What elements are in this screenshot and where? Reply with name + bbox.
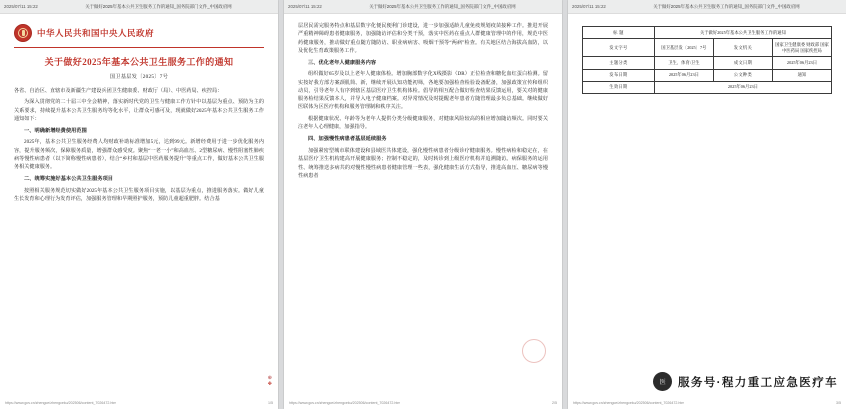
page-3-content xyxy=(568,14,846,409)
table-row xyxy=(583,81,832,93)
table-row xyxy=(583,39,832,57)
annotation-mark-primary: ⊕ xyxy=(267,376,272,381)
meta-value: 国卫基层发〔2025〕7号 xyxy=(654,39,713,57)
watermark-text: 服务号·程力重工应急医疗车 xyxy=(677,376,838,389)
browser-bar-page-2 xyxy=(284,0,562,14)
seal-mark xyxy=(522,339,546,363)
paragraph: 为深入贯彻党的二十届三中全会精神，落实新时代党的卫生与健康工作方针中以基层为重点、预防为主的关系要求，持续提升基本公共卫生服务均等化水平，让群众可感可及，现就做好2025年基本公共卫生服务工作通知如下： xyxy=(14,99,264,122)
paragraph: 根据健康状况、年龄等为老年人提供分类分级健康服务，对健康风险较高的相应增加随访频次。同时要关注老年人心理健康，加强指导。 xyxy=(298,116,548,131)
meta-value: 2025年06月23日 xyxy=(654,81,831,93)
footer-url: https://www.gov.cn/zhengce/zhengceku/202506/content_7026472.htm xyxy=(573,400,685,405)
meta-label: 公文种类 xyxy=(713,69,772,81)
paragraph: 组织做好65岁及以上老年人健康体检。增加胸部数字化X线摄影（DR）正位检查和糖化血红蛋白检测。留实按好我方部方案颈肌简、新，继续开展认知功能初筛，各地要加强检查检验设备配备，加强政策宣传和组织动员，引导老年人有序到辖区基层医疗卫生机构体检。倡导的相互配合做好检查结果反馈运用，要关对的健康服务检结果反馈本人，并导入电子健康档案。对异常情况及时提醒老年患者方随管理最多负总基础。继续做好医联体为区医疗机构和服务管理制和秩序关注。 xyxy=(298,71,548,111)
browser-bar-page-1 xyxy=(0,0,278,14)
meta-label: 发文机关 xyxy=(713,39,772,57)
section-heading: 三、优化老年人健康服务内容 xyxy=(308,59,377,66)
meta-value: 通知 xyxy=(772,69,831,81)
browser-time-3: 2025/07/11 15:22 xyxy=(572,4,606,9)
footer-url: https://www.gov.cn/zhengce/zhengceku/202506/content_7026472.htm xyxy=(5,400,117,405)
footer-page-number: 1/5 xyxy=(268,400,273,405)
annotation-mark-secondary: ✥ xyxy=(267,381,272,387)
browser-bar-page-3 xyxy=(568,0,846,14)
page-title: 关于做好2025年基本公共卫生服务工作的通知 xyxy=(44,57,234,67)
page-footer-3 xyxy=(568,396,846,409)
table-row xyxy=(583,69,832,81)
section-heading: 四、加强慢性病患者基层延续服务 xyxy=(308,136,387,143)
page-2-body xyxy=(298,22,548,180)
document-page-1[interactable] xyxy=(0,0,278,409)
gov-site-name: 中华人民共和国中央人民政府 xyxy=(37,28,155,38)
annotation-marks-1 xyxy=(268,376,272,387)
meta-label: 成文日期 xyxy=(713,57,772,69)
meta-value: 2025年06月23日 xyxy=(772,57,831,69)
table-row xyxy=(583,27,832,39)
document-page-3[interactable] xyxy=(568,0,846,409)
table-row xyxy=(583,57,832,69)
meta-value: 卫生、体育\卫生 xyxy=(654,57,713,69)
meta-label: 发文字号 xyxy=(583,39,655,57)
browser-time-2: 2025/07/11 15:22 xyxy=(288,4,322,9)
footer-page-number: 3/5 xyxy=(836,400,841,405)
document-metadata-table xyxy=(582,26,832,94)
browser-tab-title-2: 关于做好2025年基本公共卫生服务工作的通知_国务院部门文件_中国政府网 xyxy=(369,3,516,9)
gov-header xyxy=(14,22,264,47)
meta-label: 标 题 xyxy=(583,27,655,39)
watermark-logo-icon: 医 xyxy=(653,372,672,391)
browser-time-1: 2025/07/11 15:22 xyxy=(4,4,38,9)
paragraph: 加强紧密型城市联体建设和县域医共体建设，强化慢性病患者分级诊疗健康服务。慢性病检和稳定在，在基层医疗卫生机构建高开展健康服务；控制不稳定的，及时转诊到上级医疗机构并追溯随访。病保服务的运用性、统筹推送多病共的对慢性慢性病患者健康管理一些表，强化健康生活方式指导，推进高血压、糖尿病等慢性病患者 xyxy=(298,148,548,179)
meta-value: 关于做好2025年基本公共卫生服务工作的通知 xyxy=(654,27,831,39)
browser-tab-title-1: 关于做好2025年基本公共卫生服务工作的通知_国务院部门文件_中国政府网 xyxy=(85,3,232,9)
meta-value: 国家卫生健康委 财政部 国家中医药局 国家疾控局 xyxy=(772,39,831,57)
section-heading: 二、统筹实施好基本公共卫生服务项目 xyxy=(24,175,114,182)
meta-label: 主题分类 xyxy=(583,57,655,69)
section-heading: 一、明确新增经费使用范围 xyxy=(24,127,87,134)
doc-number: 国卫基层发〔2025〕7号 xyxy=(109,73,169,80)
page-2-content xyxy=(284,14,562,409)
page-1-content xyxy=(0,14,278,409)
footer-page-number: 2/5 xyxy=(552,400,557,405)
paragraph: 2025年，基本公共卫生服务经费人均财政补助标准增加5元，达到99元。新增经费用于进一步优化服务内容，提升服务频次，保障服务质量，增强群众感受度。聚焦“一老一小”和高血压、2型糖尿病、慢性阻塞性肺疾病等慢性病患者（以下简称慢性病患者），结合“乡村和基层中医药服务提升”等重点工作，做好基本公共卫生服务相关健康服务。 xyxy=(14,139,264,171)
paragraph: 各省、自治区、直辖市及新疆生产建设兵团卫生健康委、财政厅（局）、中医药局、疾控局： xyxy=(14,87,223,94)
header-divider xyxy=(14,47,264,48)
paragraph: 层居民需完服务特点和基层数字化便民便利门诊建设，进一步加强适龄儿童免疫规划疫苗接种工作。推进开展严重精神障碍患者健康服务，加强随访评估和分类干预，落实中医药在重点人群健康管理中的作用，规范中医药健康服务，推动做好重点随方随防访、职业病病害、吸烟干预等“两病”检查。有关地区结合海拔高血防，以及优化生育政策服务工作。 xyxy=(298,23,548,54)
meta-label: 发布日期 xyxy=(583,69,655,81)
page-footer-1 xyxy=(0,396,278,409)
browser-tab-title-3: 关于做好2025年基本公共卫生服务工作的通知_国务院部门文件_中国政府网 xyxy=(653,3,800,9)
paragraph: 按照相关服务规范切实做好2025年基本公共卫生服务项目实施，以基层为重点，推进服务落实。做好儿童生长发育和心理行为发育评估，加强服务管理和早期照护服务，预防儿童超重肥胖。结合基 xyxy=(14,187,264,203)
meta-label: 生效日期 xyxy=(583,81,655,93)
page-footer-2 xyxy=(284,396,562,409)
document-page-2[interactable] xyxy=(284,0,562,409)
footer-url: https://www.gov.cn/zhengce/zhengceku/202506/content_7026472.htm xyxy=(289,400,401,405)
page-1-body xyxy=(14,87,264,204)
national-emblem-icon xyxy=(14,24,32,42)
meta-value: 2025年06月23日 xyxy=(654,69,713,81)
